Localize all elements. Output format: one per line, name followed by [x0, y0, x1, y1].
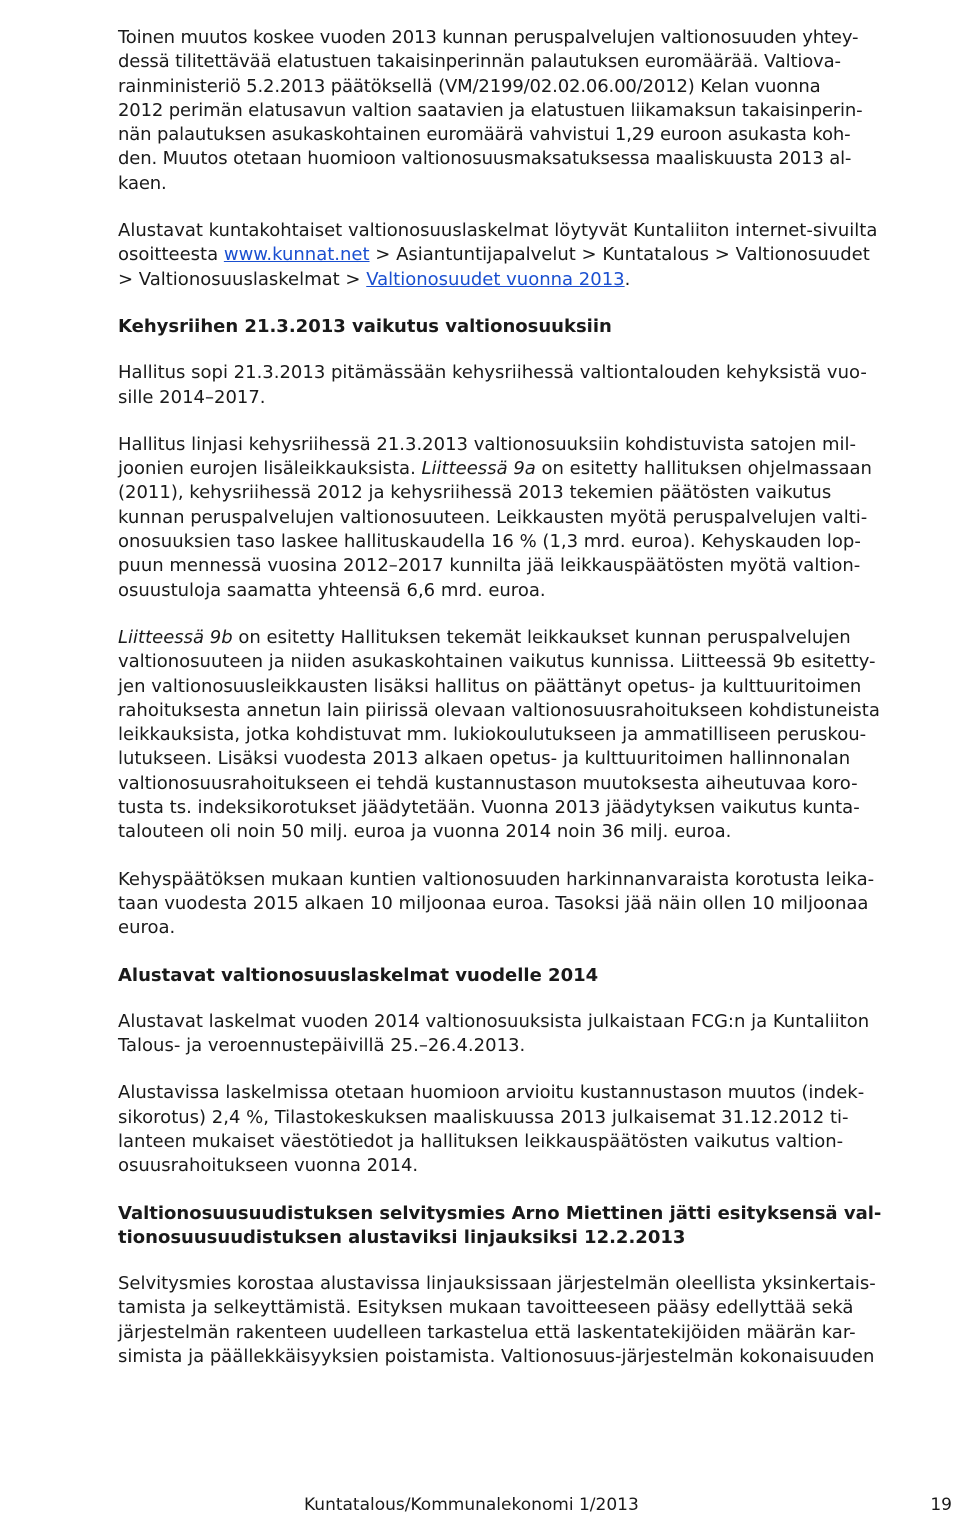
appendix-reference: Liitteessä 9a: [421, 458, 536, 480]
text-line: tamista ja selkeyttämistä. Esityksen mukaan tavoitteeseen pääsy edellyttää sekä: [118, 1297, 854, 1319]
text-line: Kehyspäätöksen mukaan kuntien valtionosuuden harkinnanvaraista korotusta leika-: [118, 868, 875, 890]
text-fragment: joonien eurojen lisäleikkauksista.: [118, 458, 422, 480]
text-line: Selvitysmies korostaa alustavissa linjauksissaan järjestelmän oleellista yksinkertais-: [118, 1273, 876, 1295]
text-line: rainministeriö 5.2.2013 päätöksellä (VM/2199/02.02.06.00/2012) Kelan vuonna: [118, 75, 821, 97]
text-line: [118, 268, 952, 292]
text-line: osuustuloja saamatta yhteensä 6,6 mrd. euroa.: [118, 579, 546, 601]
text-line: 2012 perimän elatusavun valtion saatavien ja elatustuen liikamaksun takaisinperin-: [118, 99, 863, 121]
text-line: kaen.: [118, 172, 167, 194]
heading-line: Valtionosuusuudistuksen selvitysmies Arno Miettinen jätti esityksensä val-: [118, 1202, 882, 1224]
page-number: 19: [930, 1495, 952, 1515]
text-line: lanteen mukaiset väestötiedot ja hallituksen leikkauspäätösten vaikutus valtion-: [118, 1130, 844, 1152]
text-line: osuusrahoitukseen vuonna 2014.: [118, 1155, 419, 1177]
paragraph-selvitysmies-korostaa: [118, 1272, 952, 1369]
text-line: valtionosuusrahoitukseen ei tehdä kustannustason muutoksesta aiheutuvaa koro-: [118, 772, 858, 794]
text-line: onosuuksien taso laskee hallituskaudella 16 % (1,3 mrd. euroa). Kehyskauden lop-: [118, 531, 861, 553]
section-heading-kehysriihi: Kehysriihen 21.3.2013 vaikutus valtionosuuksiin: [118, 315, 612, 337]
paragraph-preliminary-calculations-link: [118, 219, 952, 292]
text-line: kunnan peruspalvelujen valtionosuuteen. Leikkausten myötä peruspalvelujen valti-: [118, 506, 868, 528]
text-line: Talous- ja veroennustepäivillä 25.–26.4.2013.: [118, 1035, 526, 1057]
text-line: [118, 243, 952, 267]
text-line: nän palautuksen asukaskohtainen euromäärä vahvistui 1,29 euroon asukasta koh-: [118, 124, 851, 146]
publication-title: Kuntatalous/Kommunalekonomi 1/2013: [304, 1495, 639, 1515]
paragraph-liite-9b: [118, 626, 952, 845]
text-line: rahoituksesta annetun lain piirissä olevaan valtionosuusrahoitukseen kohdistuneista: [118, 699, 880, 721]
text-line: Alustavat kuntakohtaiset valtionosuuslaskelmat löytyvät Kuntaliiton internet-sivuilta: [118, 220, 878, 242]
text-line: Alustavat laskelmat vuoden 2014 valtionosuuksista julkaistaan FCG:n ja Kuntaliiton: [118, 1010, 870, 1032]
navigation-path: > Asiantuntijapalvelut > Kuntatalous > Valtionosuudet: [369, 244, 870, 266]
page-footer: [0, 1495, 960, 1525]
text-line: euroa.: [118, 917, 176, 939]
valtionosuudet-2013-link[interactable]: Valtionosuudet vuonna 2013: [366, 268, 625, 290]
text-line: leikkauksista, jotka kohdistuvat mm. lukiokoulutukseen ja ammatilliseen peruskou-: [118, 724, 867, 746]
text-line: (2011), kehysriihessä 2012 ja kehysriihessä 2013 tekemien päätösten vaikutus: [118, 482, 832, 504]
link-text: www.kunnat.: [223, 244, 340, 266]
text-line: [118, 457, 952, 481]
text-line: sikorotus) 2,4 %, Tilastokeskuksen maaliskuussa 2013 julkaisemat 31.12.2012 ti-: [118, 1106, 849, 1128]
section-heading-alustavat-2014: Alustavat valtionosuuslaskelmat vuodelle 2014: [118, 964, 599, 986]
text-fragment: on esitetty hallituksen ohjelmassaan: [535, 458, 872, 480]
paragraph-kehyspaatos: [118, 868, 952, 941]
link-text: net: [340, 244, 370, 266]
appendix-reference: Liitteessä 9b: [118, 626, 233, 648]
paragraph-alustavat-laskelmat: [118, 1010, 952, 1059]
text-line: sille 2014–2017.: [118, 386, 266, 408]
text-line: [118, 626, 952, 650]
text-line: Alustavissa laskelmissa otetaan huomioon arvioitu kustannustason muutos (indek-: [118, 1082, 865, 1104]
heading-line: tionosuusuudistuksen alustaviksi linjauksiksi 12.2.2013: [118, 1226, 686, 1248]
text-line: järjestelmän rakenteen uudelleen tarkastelua että laskentatekijöiden määrän kar-: [118, 1321, 856, 1343]
section-heading-selvitysmies: [118, 1202, 952, 1251]
paragraph-hallitus-sopi: [118, 361, 952, 410]
kunnat-website-link[interactable]: [224, 244, 370, 265]
text-line: valtionosuuteen ja niiden asukaskohtainen vaikutus kunnissa. Liitteessä 9b esitetty-: [118, 651, 876, 673]
text-line: den. Muutos otetaan huomioon valtionosuusmaksatuksessa maaliskuusta 2013 al-: [118, 148, 852, 170]
paragraph-indeksikorotus: [118, 1081, 952, 1178]
text-line: tusta ts. indeksikorotukset jäädytetään. Vuonna 2013 jäädytyksen vaikutus kunta-: [118, 797, 860, 819]
text-line: Toinen muutos koskee vuoden 2013 kunnan peruspalvelujen valtionosuuden yhtey-: [118, 27, 859, 48]
text-line: simista ja päällekkäisyyksien poistamista. Valtionosuus-järjestelmän kokonaisuuden: [118, 1346, 875, 1368]
text-line: taan vuodesta 2015 alkaen 10 miljoonaa euroa. Tasoksi jää näin ollen 10 miljoonaa: [118, 892, 869, 914]
text-fragment: on esitetty Hallituksen tekemät leikkaukset kunnan peruspalvelujen: [232, 626, 851, 648]
text-line: Hallitus linjasi kehysriihessä 21.3.2013 valtionosuuksiin kohdistuvista satojen mil-: [118, 433, 857, 455]
text-line: lutukseen. Lisäksi vuodesta 2013 alkaen opetus- ja kulttuuritoimen hallinnonalan: [118, 748, 851, 770]
text-line: talouteen oli noin 50 milj. euroa ja vuonna 2014 noin 36 milj. euroa.: [118, 821, 732, 843]
text-line: dessä tilitettävää elatustuen takaisinperinnän palautuksen euromäärää. Valtiova-: [118, 51, 841, 73]
text-line: puun mennessä vuosina 2012–2017 kunnilta jää leikkauspäätösten myötä valtion-: [118, 555, 861, 577]
text-line: Hallitus sopi 21.3.2013 pitämässään kehysriihessä valtiontalouden kehyksistä vuo-: [118, 362, 867, 384]
text-fragment: osoitteesta: [118, 244, 224, 266]
paragraph-lisaleikkaukset: [118, 433, 952, 603]
paragraph-kela-maintenance: [118, 26, 952, 196]
navigation-path: > Valtionosuuslaskelmat >: [118, 268, 367, 290]
text-fragment: .: [624, 268, 631, 290]
text-line: jen valtionosuusleikkausten lisäksi hallitus on päättänyt opetus- ja kulttuuritoimen: [118, 675, 862, 697]
document-body: [118, 26, 952, 1392]
